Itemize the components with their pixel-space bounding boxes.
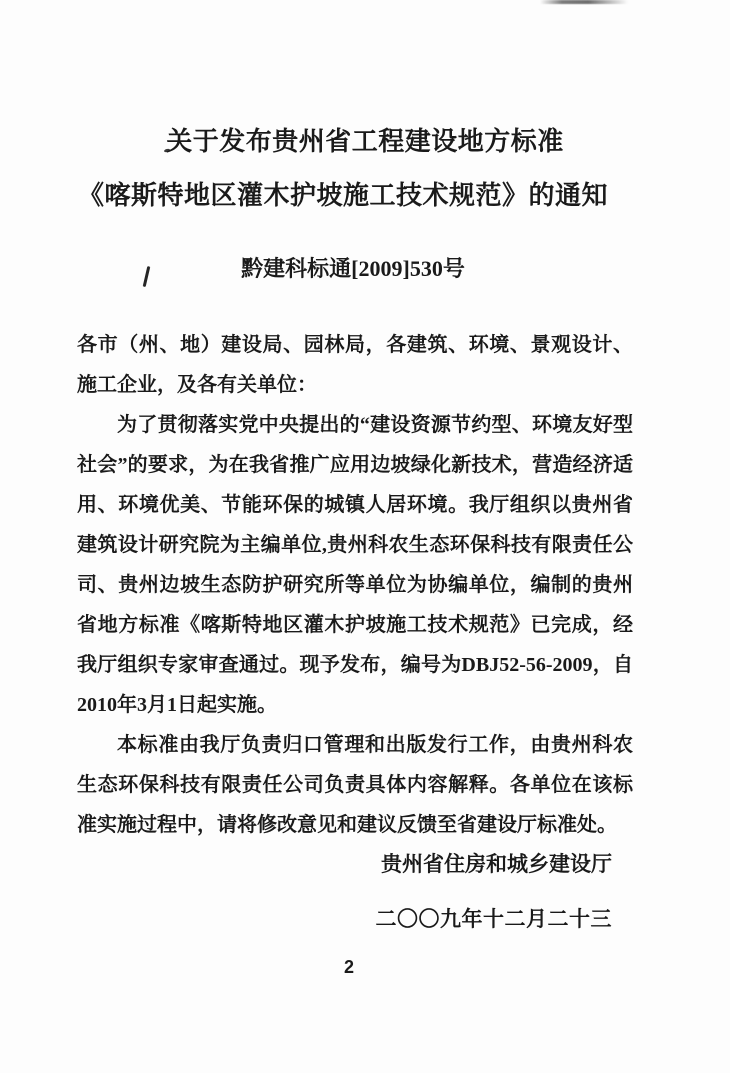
scan-artifact-top-streak (540, 0, 628, 4)
salutation-paragraph: 各市（州、地）建设局、园林局，各建筑、环境、景观设计、施工企业，及各有关单位： (77, 334, 633, 396)
body-paragraph-2: 本标准由我厅负责归口管理和出版发行工作，由贵州科农生态环保科技有限责任公司负责具体内容解释。各单位在该标准实施过程中，请将修改意见和建议反馈至省建设厅标准处。 (77, 734, 633, 836)
notice-body (77, 325, 633, 845)
notice-title-line2: 《喀斯特地区灌木护坡施工技术规范》的通知 (77, 181, 608, 210)
signature-block (0, 848, 730, 933)
body-paragraph-1: 为了贯彻落实党中央提出的“建设资源节约型、环境友好型社会”的要求，为在我省推广应用边坡绿化新技术，营造经济适用、环境优美、节能环保的城镇人居环境。我厅组织以贵州省建筑设计研究院为主编单位,贵州科农生态环保科技有限责任公司、贵州边坡生态防护研究所等单位为协编单位，编制的贵州省地方标准《喀斯特地区灌木护坡施工技术规范》已完成，经我厅组织专家审查通过。现予发布，编号为DBJ52-56-2009，自2010年3月1日起实施。 (77, 414, 633, 716)
issuing-agency-name: 贵州省住房和城乡建设厅 (381, 852, 612, 876)
page-number: 2 (343, 957, 354, 977)
document-number: 黔建科标通[2009]530号 (241, 256, 465, 281)
notice-title-line1: 关于发布贵州省工程建设地方标准 (166, 127, 564, 156)
issue-date: 二〇〇九年十二月二十三 (375, 907, 612, 931)
